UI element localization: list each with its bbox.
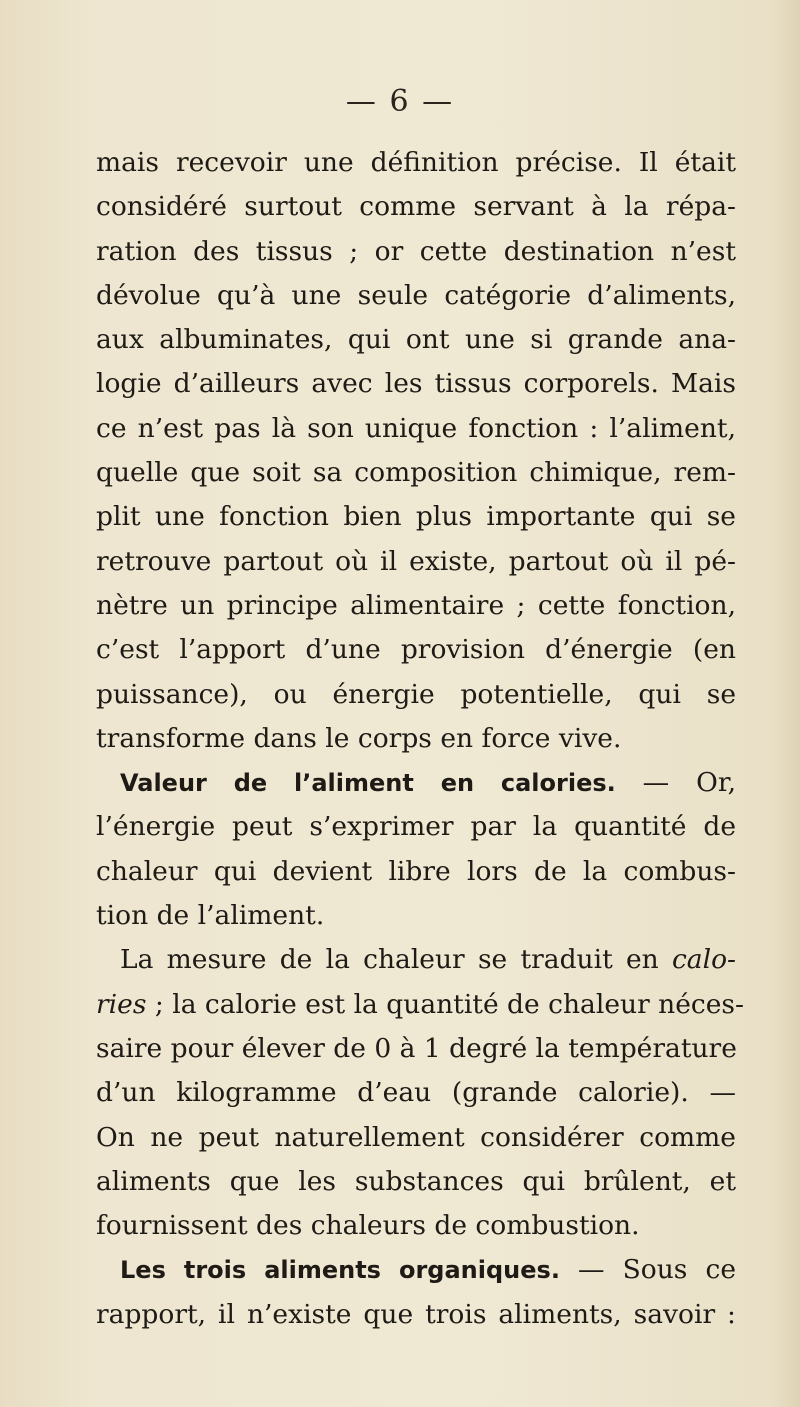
text-line: l’énergie peut s’exprimer par la quantité de [96,811,736,843]
body-text [96,141,744,1337]
italic-term: calo- [671,944,736,976]
text-run: — Or, [615,767,736,799]
page-edge-shadow [772,0,800,1407]
text-line: On ne peut naturellement considérer comme [96,1121,736,1153]
text-line: tion de l’aliment. [96,900,325,932]
text-line: nètre un principe alimentaire ; cette fonction, [96,589,736,621]
section-heading-line [96,1248,736,1292]
section-heading: Valeur de l’aliment en calories. [120,769,616,798]
text-line: puissance), ou énergie potentielle, qui se [96,678,736,710]
text-line: d’un kilogramme d’eau (grande calorie). — [96,1077,736,1109]
text-line: chaleur qui devient libre lors de la combus- [96,855,736,887]
text-line [96,983,744,1027]
text-line [96,938,736,982]
text-line: c’est l’apport d’une provision d’énergie (en [96,634,736,666]
section-heading-line [96,761,736,805]
text-line: rapport, il n’existe que trois aliments, savoir : [96,1298,736,1330]
text-line: ce n’est pas là son unique fonction : l’aliment, [96,412,736,444]
text-line: aux albuminates, qui ont une si grande ana- [96,324,736,356]
text-line: mais recevoir une définition précise. Il était [96,147,736,178]
text-line: plit une fonction bien plus importante qui se [96,501,736,533]
text-line: aliments que les substances qui brûlent, et [96,1165,736,1197]
text-run: ; la calorie est la quantité de chaleur néces- [146,988,744,1020]
text-run: La mesure de la chaleur se traduit en [120,944,672,976]
text-line: saire pour élever de 0 à 1 degré la température [96,1032,737,1064]
text-line: dévolue qu’à une seule catégorie d’aliments, [96,279,736,311]
text-line: logie d’ailleurs avec les tissus corporels. Mais [96,368,736,400]
page-number: — 6 — [345,84,455,119]
text-line: fournissent des chaleurs de combustion. [96,1210,640,1242]
text-line: considéré surtout comme servant à la répa- [96,191,736,223]
section-heading: Les trois aliments organiques. [120,1256,560,1285]
text-line: ration des tissus ; or cette destination n’est [96,235,736,267]
text-run: — Sous ce [559,1254,736,1286]
text-line: transforme dans le corps en force vive. [96,722,622,754]
italic-term: ries [96,988,147,1020]
text-line: retrouve partout où il existe, partout où il pé- [96,545,736,577]
text-line: quelle que soit sa composition chimique, rem- [96,457,736,489]
